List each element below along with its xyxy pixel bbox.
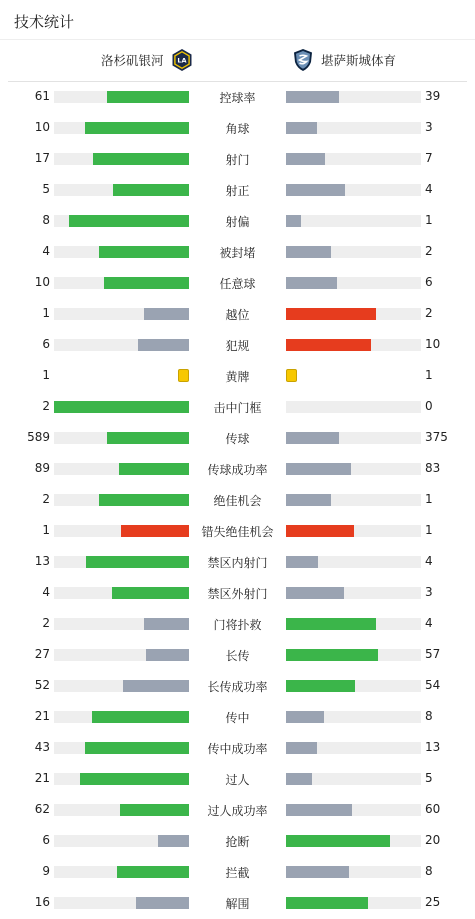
home-value: 8 — [42, 213, 50, 227]
home-bar-fill — [86, 556, 189, 568]
home-bar-fill — [99, 494, 189, 506]
stat-label: 绝佳机会 — [213, 494, 262, 508]
home-value: 2 — [42, 616, 50, 630]
home-bar-track — [54, 494, 189, 506]
away-bar-track — [286, 649, 421, 661]
home-value: 89 — [34, 461, 50, 475]
away-bar-fill — [286, 525, 354, 537]
stat-row — [0, 732, 475, 763]
away-value: 57 — [425, 647, 441, 661]
away-bar-track — [286, 91, 421, 103]
home-bar-fill — [85, 122, 189, 134]
home-bar-track — [54, 649, 189, 661]
stat-label: 传球成功率 — [207, 463, 268, 477]
home-bar-track — [54, 556, 189, 568]
away-bar-fill — [286, 618, 376, 630]
home-team-name: 洛杉矶银河 — [101, 53, 164, 68]
home-value: 5 — [42, 182, 50, 196]
home-bar-fill — [107, 91, 189, 103]
away-value: 60 — [425, 802, 441, 816]
home-bar-track — [54, 587, 189, 599]
home-bar-track — [54, 246, 189, 258]
home-bar-fill — [119, 463, 189, 475]
sporting-kc-logo-icon — [291, 48, 315, 72]
away-value: 1 — [425, 368, 433, 382]
home-value: 10 — [34, 120, 50, 134]
away-bar-track — [286, 463, 421, 475]
home-bar-fill — [92, 711, 189, 723]
home-bar-fill — [136, 897, 189, 909]
away-value: 1 — [425, 523, 433, 537]
home-bar-track — [54, 401, 189, 413]
home-value: 1 — [42, 306, 50, 320]
home-value: 52 — [34, 678, 50, 692]
stat-row — [0, 298, 475, 329]
home-bar-fill — [54, 401, 189, 413]
svg-text:LA: LA — [176, 56, 187, 65]
stat-label: 传中 — [225, 711, 250, 725]
away-bar-fill — [286, 184, 345, 196]
away-bar-fill — [286, 649, 378, 661]
stat-row — [0, 236, 475, 267]
away-bar-fill — [286, 463, 351, 475]
home-value: 4 — [42, 244, 50, 258]
away-bar-fill — [286, 339, 371, 351]
home-bar-fill — [117, 866, 189, 878]
stat-row — [0, 887, 475, 918]
home-value: 61 — [34, 89, 50, 103]
away-team-name: 堪萨斯城体育 — [321, 53, 397, 68]
stat-label: 传球 — [225, 432, 250, 446]
home-bar-fill — [112, 587, 189, 599]
away-bar-fill — [286, 308, 376, 320]
stat-row — [0, 360, 475, 391]
home-bar-fill — [146, 649, 189, 661]
away-bar-fill — [286, 897, 368, 909]
away-bar-track — [286, 556, 421, 568]
stat-label: 黄牌 — [225, 370, 250, 384]
home-value: 17 — [34, 151, 50, 165]
stat-row — [0, 391, 475, 422]
stat-label: 射正 — [225, 184, 250, 198]
away-bar-track — [286, 835, 421, 847]
home-bar-track — [54, 525, 189, 537]
home-bar-fill — [107, 432, 189, 444]
away-bar-fill — [286, 680, 355, 692]
home-bar-track — [54, 463, 189, 475]
stat-label: 越位 — [225, 308, 250, 322]
away-bar-fill — [286, 556, 318, 568]
away-bar-track — [286, 184, 421, 196]
away-value: 39 — [425, 89, 441, 103]
home-value: 13 — [34, 554, 50, 568]
home-bar-track — [54, 742, 189, 754]
away-value: 25 — [425, 895, 441, 909]
home-bar-track — [54, 339, 189, 351]
stat-label: 击中门框 — [213, 401, 262, 415]
home-value: 9 — [42, 864, 50, 878]
stat-row — [0, 794, 475, 825]
stat-row — [0, 701, 475, 732]
away-bar-fill — [286, 122, 317, 134]
away-bar-track — [286, 587, 421, 599]
home-bar-fill — [93, 153, 189, 165]
home-bar-track — [54, 835, 189, 847]
stat-row — [0, 143, 475, 174]
away-bar-fill — [286, 432, 339, 444]
away-value: 1 — [425, 213, 433, 227]
away-value: 8 — [425, 709, 433, 723]
away-value: 1 — [425, 492, 433, 506]
away-bar-fill — [286, 835, 390, 847]
away-bar-fill — [286, 215, 301, 227]
away-value: 54 — [425, 678, 441, 692]
home-value: 6 — [42, 337, 50, 351]
stat-row — [0, 577, 475, 608]
away-bar-track — [286, 246, 421, 258]
home-bar-track — [54, 308, 189, 320]
stat-label: 过人 — [225, 773, 250, 787]
stat-label: 任意球 — [219, 277, 256, 291]
stat-row — [0, 267, 475, 298]
home-team[interactable] — [101, 48, 194, 72]
home-bar-track — [54, 680, 189, 692]
home-bar-fill — [144, 618, 189, 630]
stat-label: 错失绝佳机会 — [201, 525, 274, 539]
stat-label: 门将扑救 — [213, 618, 262, 632]
away-value: 83 — [425, 461, 441, 475]
away-bar-fill — [286, 494, 331, 506]
page-title: 技术统计 — [0, 0, 475, 40]
home-value: 16 — [34, 895, 50, 909]
home-bar-track — [54, 866, 189, 878]
away-bar-track — [286, 153, 421, 165]
away-value: 4 — [425, 554, 433, 568]
away-value: 13 — [425, 740, 441, 754]
la-galaxy-logo-icon — [170, 48, 194, 72]
home-value: 27 — [34, 647, 50, 661]
away-bar-track — [286, 773, 421, 785]
away-bar-fill — [286, 742, 317, 754]
away-bar-track — [286, 401, 421, 413]
home-value: 589 — [27, 430, 50, 444]
stat-row — [0, 329, 475, 360]
home-bar-track — [54, 277, 189, 289]
away-bar-fill — [286, 773, 312, 785]
away-bar-track — [286, 215, 421, 227]
away-bar-fill — [286, 153, 325, 165]
home-bar-track — [54, 432, 189, 444]
home-bar-track — [54, 897, 189, 909]
away-bar-track — [286, 618, 421, 630]
stat-row — [0, 763, 475, 794]
away-value: 3 — [425, 120, 433, 134]
yellow-card-icon — [286, 369, 297, 382]
away-value: 6 — [425, 275, 433, 289]
away-bar-track — [286, 494, 421, 506]
away-bar-track — [286, 525, 421, 537]
teams-header — [8, 40, 467, 82]
home-value: 10 — [34, 275, 50, 289]
away-bar-track — [286, 122, 421, 134]
away-bar-track — [286, 339, 421, 351]
stat-row — [0, 670, 475, 701]
away-bar-track — [286, 742, 421, 754]
home-bar-fill — [121, 525, 189, 537]
stat-label: 解围 — [225, 897, 250, 911]
stat-label: 长传 — [225, 649, 250, 663]
home-value: 2 — [42, 399, 50, 413]
home-bar-fill — [158, 835, 189, 847]
home-value: 21 — [34, 771, 50, 785]
stat-row — [0, 205, 475, 236]
home-value: 1 — [42, 368, 50, 382]
stat-row — [0, 112, 475, 143]
home-bar-track — [54, 91, 189, 103]
stat-label: 传中成功率 — [207, 742, 268, 756]
home-value: 2 — [42, 492, 50, 506]
home-value: 4 — [42, 585, 50, 599]
home-bar-fill — [144, 308, 189, 320]
away-bar-track — [286, 277, 421, 289]
away-team[interactable] — [291, 48, 396, 72]
home-bar-track — [54, 184, 189, 196]
stat-label: 长传成功率 — [207, 680, 268, 694]
home-bar-track — [54, 618, 189, 630]
home-value: 21 — [34, 709, 50, 723]
away-bar-fill — [286, 587, 344, 599]
home-value: 43 — [34, 740, 50, 754]
home-bar-track — [54, 153, 189, 165]
stats-list — [0, 81, 475, 918]
stat-row — [0, 608, 475, 639]
away-value: 20 — [425, 833, 441, 847]
away-bar-fill — [286, 711, 324, 723]
stat-row — [0, 825, 475, 856]
away-bar-fill — [286, 804, 352, 816]
stat-row — [0, 639, 475, 670]
stat-label: 禁区外射门 — [207, 587, 268, 601]
stat-row — [0, 484, 475, 515]
stat-label: 抢断 — [225, 835, 250, 849]
away-value: 0 — [425, 399, 433, 413]
away-value: 4 — [425, 616, 433, 630]
home-bar-track — [54, 122, 189, 134]
away-value: 375 — [425, 430, 448, 444]
home-bar-fill — [69, 215, 189, 227]
away-bar-track — [286, 308, 421, 320]
stat-label: 过人成功率 — [207, 804, 268, 818]
home-bar-fill — [120, 804, 189, 816]
home-bar-fill — [80, 773, 189, 785]
stat-row — [0, 174, 475, 205]
home-value: 1 — [42, 523, 50, 537]
home-bar-fill — [99, 246, 189, 258]
away-bar-track — [286, 897, 421, 909]
home-bar-track — [54, 711, 189, 723]
stat-label: 控球率 — [219, 91, 256, 105]
stat-label: 禁区内射门 — [207, 556, 268, 570]
stat-label: 射门 — [225, 153, 250, 167]
stat-row — [0, 856, 475, 887]
home-bar-fill — [123, 680, 189, 692]
stat-row — [0, 453, 475, 484]
home-bar-fill — [138, 339, 189, 351]
stat-label: 被封堵 — [219, 246, 256, 260]
away-value: 3 — [425, 585, 433, 599]
away-value: 8 — [425, 864, 433, 878]
home-bar-fill — [104, 277, 189, 289]
away-bar-fill — [286, 91, 339, 103]
away-bar-fill — [286, 246, 331, 258]
away-bar-fill — [286, 277, 337, 289]
home-bar-track — [54, 804, 189, 816]
away-value: 2 — [425, 244, 433, 258]
stat-row — [0, 515, 475, 546]
away-bar-track — [286, 432, 421, 444]
yellow-card-icon — [178, 369, 189, 382]
stat-label: 射偏 — [225, 215, 250, 229]
away-value: 5 — [425, 771, 433, 785]
stat-row — [0, 546, 475, 577]
home-bar-track — [54, 773, 189, 785]
stat-row — [0, 81, 475, 112]
away-bar-track — [286, 866, 421, 878]
away-value: 10 — [425, 337, 441, 351]
away-bar-fill — [286, 866, 349, 878]
away-value: 4 — [425, 182, 433, 196]
home-bar-track — [54, 215, 189, 227]
home-bar-fill — [113, 184, 189, 196]
away-bar-track — [286, 711, 421, 723]
away-value: 2 — [425, 306, 433, 320]
home-value: 62 — [34, 802, 50, 816]
away-bar-track — [286, 804, 421, 816]
stat-label: 犯规 — [225, 339, 250, 353]
away-value: 7 — [425, 151, 433, 165]
stat-row — [0, 422, 475, 453]
home-bar-fill — [85, 742, 189, 754]
stat-label: 拦截 — [225, 866, 250, 880]
home-value: 6 — [42, 833, 50, 847]
stat-label: 角球 — [225, 122, 250, 136]
away-bar-track — [286, 680, 421, 692]
